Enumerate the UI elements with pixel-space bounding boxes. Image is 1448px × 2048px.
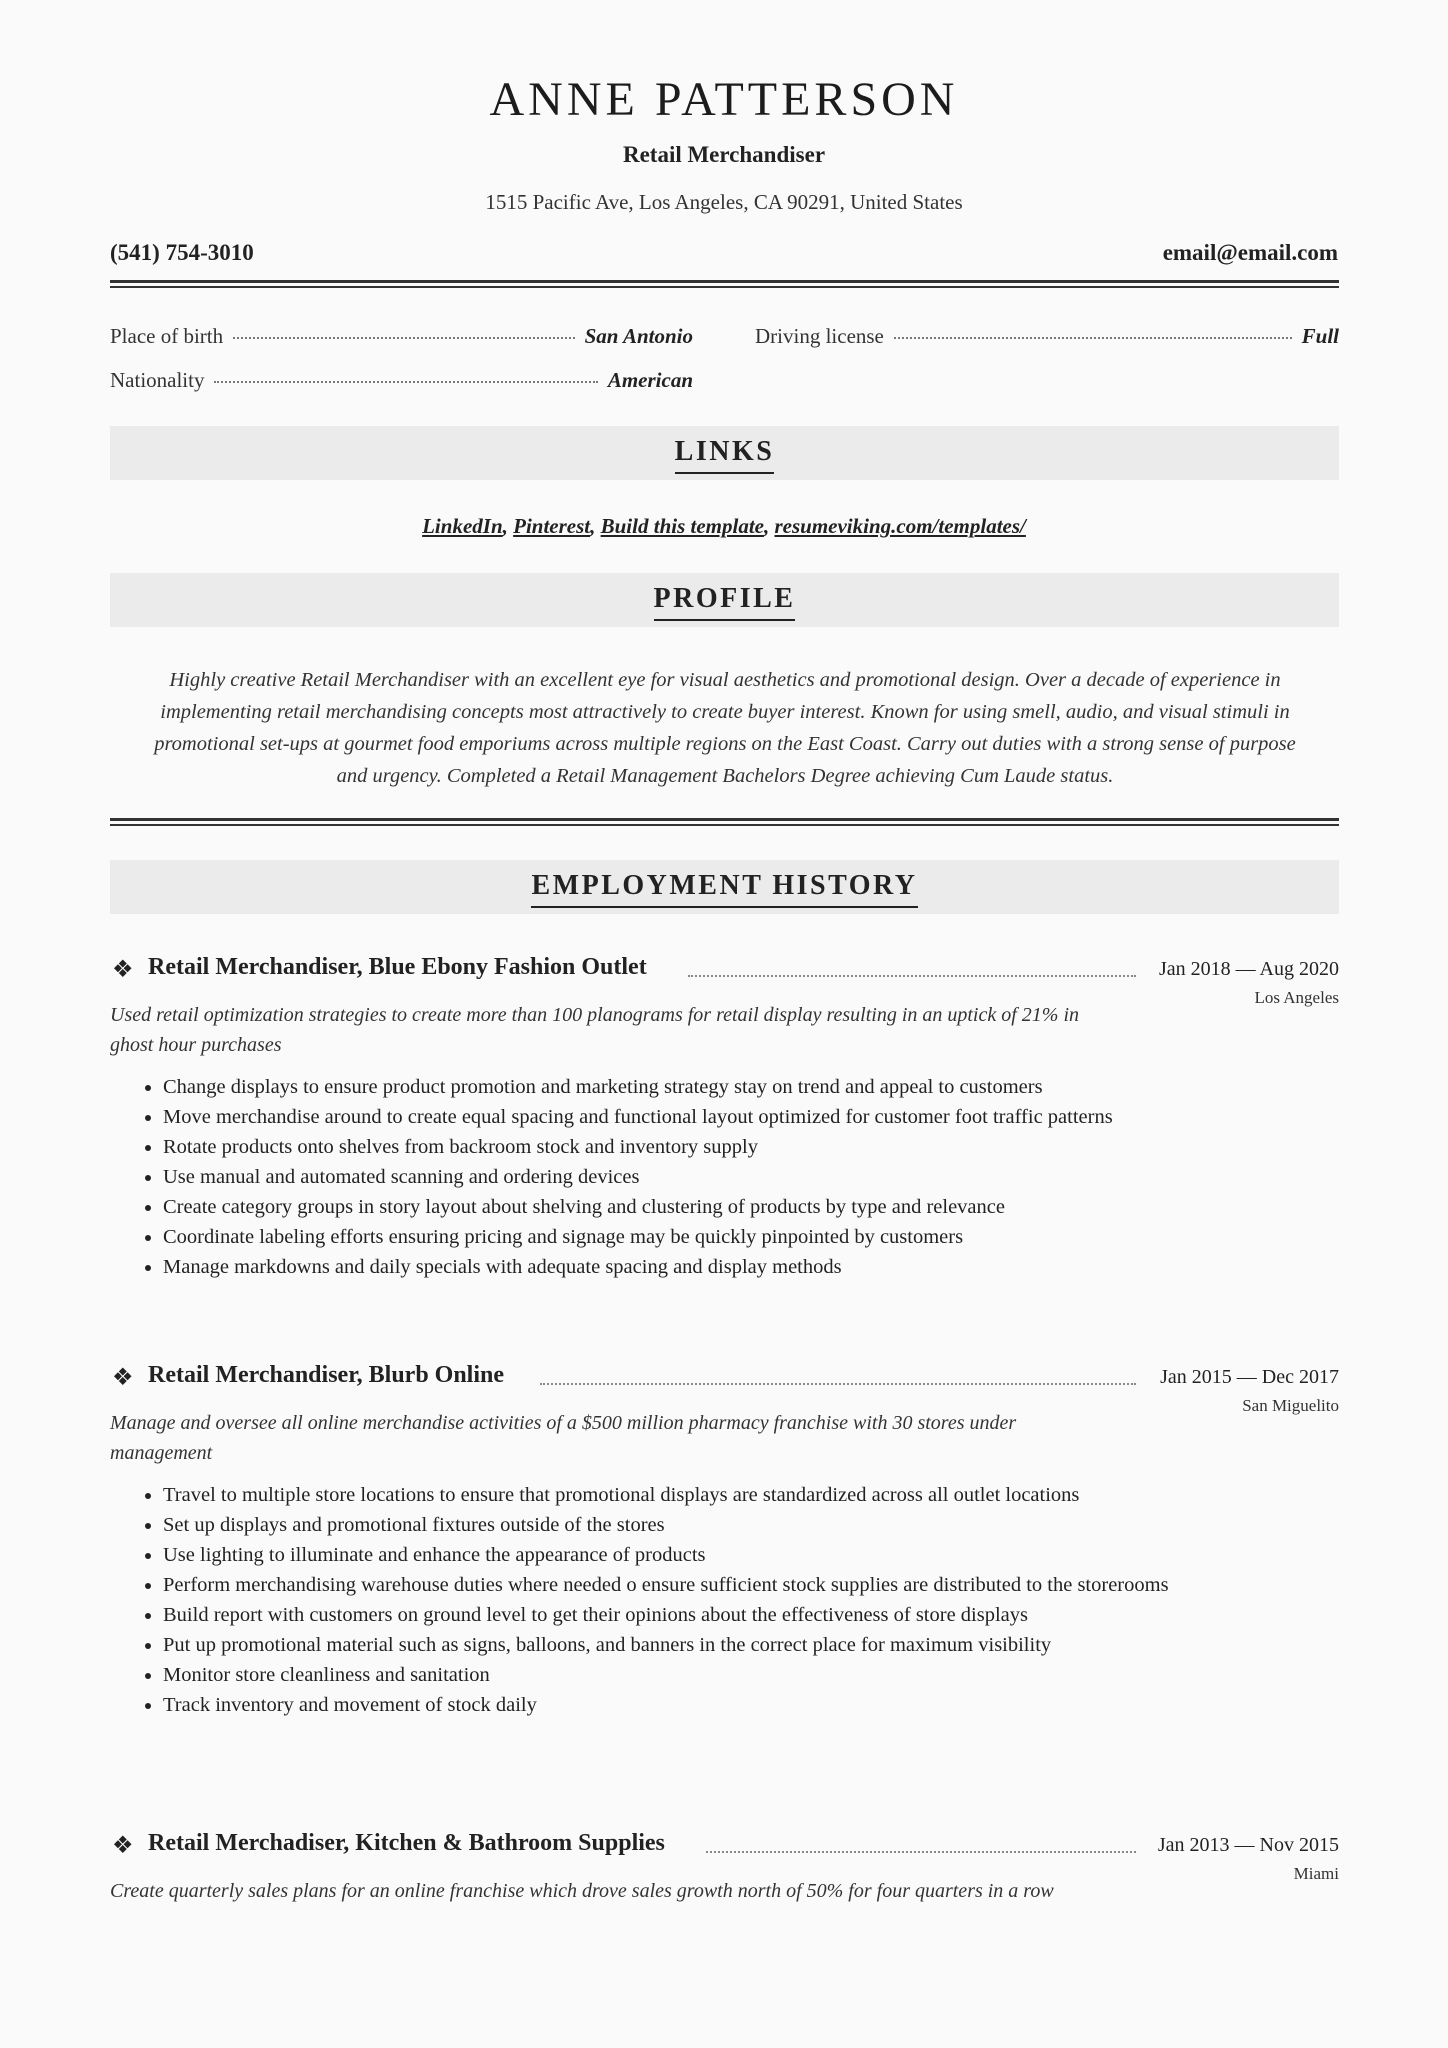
job-dates: Jan 2015 — Dec 2017 xyxy=(1160,1366,1339,1388)
leader-dots xyxy=(214,381,597,383)
link-linkedin[interactable]: LinkedIn xyxy=(422,514,503,538)
job-entry xyxy=(110,1362,1339,1720)
header-divider xyxy=(110,280,1339,287)
job-bullet: • Travel to multiple store locations to ensure that promotional displays are standardized across all outlet locations xyxy=(163,1480,1203,1510)
driving-license-value: Full xyxy=(1301,324,1339,348)
place-of-birth-value: San Antonio xyxy=(584,324,693,348)
job-bullet: • Coordinate labeling efforts ensuring pricing and signage may be quickly pinpointed by customers xyxy=(163,1222,1203,1252)
job-bullet: • Build report with customers on ground level to get their opinions about the effectiveness of store displays xyxy=(163,1600,1203,1630)
leader-dots xyxy=(540,1383,1136,1385)
job-title: Retail Merchandiser, Blurb Online xyxy=(148,1362,505,1388)
job-bullet: • Set up displays and promotional fixtures outside of the stores xyxy=(163,1510,1203,1540)
job-bullets xyxy=(110,1480,1203,1720)
links-list: LinkedIn, Pinterest, Build this template, resumeviking.com/templates/ xyxy=(422,514,1026,538)
detail-driving-license xyxy=(755,324,1339,352)
job-bullet: • Monitor store cleanliness and sanitation xyxy=(163,1660,1203,1690)
phone: (541) 754-3010 xyxy=(110,240,254,265)
diamond-bullet-icon: ❖ xyxy=(112,1833,134,1859)
driving-license-label: Driving license xyxy=(755,324,884,348)
job-title: Retail Merchadiser, Kitchen & Bathroom Supplies xyxy=(148,1830,665,1856)
leader-dots xyxy=(706,1851,1136,1853)
link-resumeviking[interactable]: resumeviking.com/templates/ xyxy=(774,514,1026,538)
nationality-value: American xyxy=(607,368,693,392)
employment-heading: EMPLOYMENT HISTORY xyxy=(531,870,917,908)
diamond-bullet-icon: ❖ xyxy=(112,1365,134,1391)
detail-nationality xyxy=(110,368,693,396)
job-dates: Jan 2018 — Aug 2020 xyxy=(1159,958,1339,980)
nationality-label: Nationality xyxy=(110,368,205,392)
links-section-header xyxy=(110,426,1339,480)
job-bullet: • Create category groups in story layout about shelving and clustering of products by type and relevance xyxy=(163,1192,1203,1222)
leader-dots xyxy=(894,337,1292,339)
job-location: San Miguelito xyxy=(1242,1396,1339,1415)
job-bullet: • Perform merchandising warehouse duties where needed o ensure sufficient stock supplies are distributed to the storerooms xyxy=(163,1570,1203,1600)
leader-dots xyxy=(688,975,1136,977)
address: 1515 Pacific Ave, Los Angeles, CA 90291, United States xyxy=(485,190,963,214)
job-entry xyxy=(110,1830,1339,1906)
job-location: Miami xyxy=(1293,1864,1339,1883)
employment-section-header xyxy=(110,860,1339,914)
job-bullet: • Rotate products onto shelves from backroom stock and inventory supply xyxy=(163,1132,1203,1162)
profile-heading: PROFILE xyxy=(654,583,796,621)
job-summary: Used retail optimization strategies to create more than 100 planograms for retail display resulting in an uptick of 21% in ghost hour purchases xyxy=(110,1004,1080,1056)
link-pinterest[interactable]: Pinterest xyxy=(513,514,591,538)
diamond-bullet-icon: ❖ xyxy=(112,957,134,983)
place-of-birth-label: Place of birth xyxy=(110,324,224,348)
candidate-name: ANNE PATTERSON xyxy=(489,73,959,126)
leader-dots xyxy=(233,337,574,339)
job-bullet: • Put up promotional material such as signs, balloons, and banners in the correct place for maximum visibility xyxy=(163,1630,1203,1660)
job-bullet: • Use lighting to illuminate and enhance the appearance of products xyxy=(163,1540,1203,1570)
link-build-template[interactable]: Build this template xyxy=(600,514,764,538)
job-title: Retail Merchandiser, Blue Ebony Fashion Outlet xyxy=(148,954,647,980)
profile-section-header xyxy=(110,573,1339,627)
profile-text: Highly creative Retail Merchandiser with an excellent eye for visual aesthetics and promotional design. Over a decade of experience in implementing retail merchandising concepts most attractively to create buyer interest. Known for using smell, audio, and visual stimuli in promotional set-ups at gourmet food emporiums across multiple regions on the East Coast. Carry out duties with a strong sense of purpose and urgency. Completed a Retail Management Bachelors Degree achieving Cum Laude status. xyxy=(154,669,1296,787)
job-bullet: • Manage markdowns and daily specials with adequate spacing and display methods xyxy=(163,1252,1203,1282)
job-location: Los Angeles xyxy=(1254,988,1339,1007)
candidate-title: Retail Merchandiser xyxy=(622,142,826,167)
job-bullet: • Use manual and automated scanning and ordering devices xyxy=(163,1162,1203,1192)
job-bullet: • Change displays to ensure product promotion and marketing strategy stay on trend and appeal to customers xyxy=(163,1072,1203,1102)
job-bullets xyxy=(110,1072,1203,1282)
job-dates: Jan 2013 — Nov 2015 xyxy=(1157,1834,1339,1856)
links-heading: LINKS xyxy=(675,436,775,474)
job-summary: Create quarterly sales plans for an online franchise which drove sales growth north of 50% for four quarters in a row xyxy=(110,1880,1054,1902)
detail-place-of-birth xyxy=(110,324,693,352)
job-bullet: • Move merchandise around to create equal spacing and functional layout optimized for customer foot traffic patterns xyxy=(163,1102,1203,1132)
job-bullet: • Track inventory and movement of stock daily xyxy=(163,1690,1203,1720)
job-entry xyxy=(110,954,1339,1282)
profile-divider xyxy=(110,818,1339,825)
job-summary: Manage and oversee all online merchandise activities of a $500 million pharmacy franchise with 30 stores under management xyxy=(110,1412,1017,1464)
email: email@email.com xyxy=(1162,240,1338,265)
